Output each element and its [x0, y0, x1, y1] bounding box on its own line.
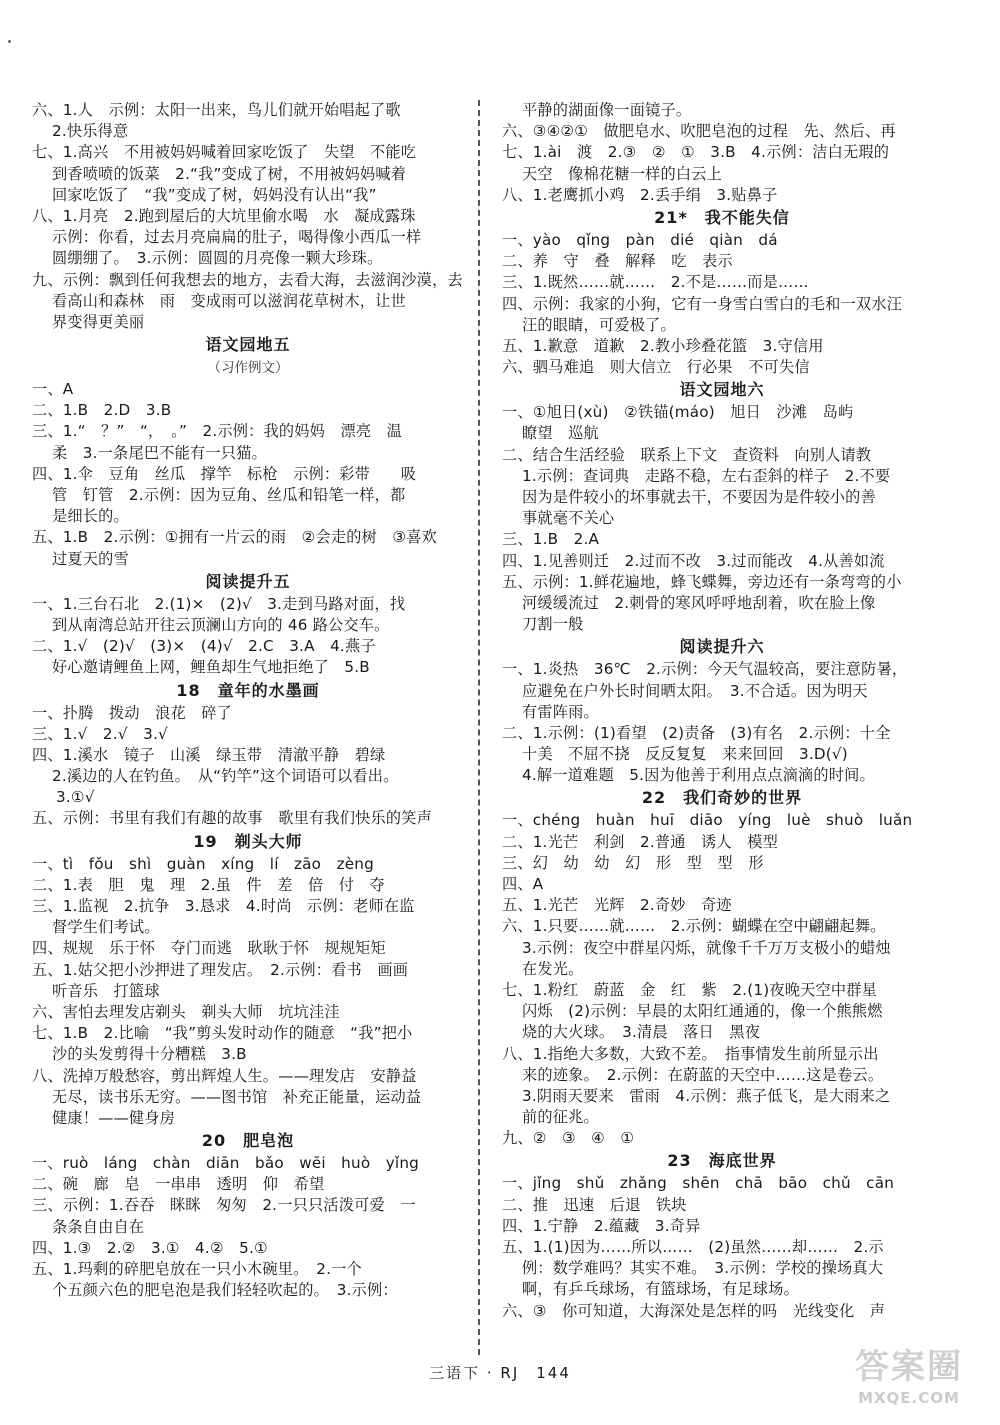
answer-line: 2.溪边的人在钓鱼。 从“钓竿”这个词语可以看出。 — [52, 767, 399, 786]
answer-line: 沙的头发剪得十分糟糕 3.B — [52, 1045, 247, 1064]
answer-line: 五、1.姑父把小沙押进了理发店。 2.示例：看书 画画 — [32, 960, 409, 979]
answer-line: 条条自由自在 — [52, 1217, 145, 1236]
answer-line: 一、扑腾 拨动 浪花 碎了 — [32, 703, 233, 722]
answer-line: 二、碗 廊 皂 一串串 透明 仰 希望 — [32, 1175, 325, 1194]
answer-line: 无尽，读书乐无穷。——图书馆 补充正能量，运动益 — [52, 1087, 422, 1106]
answer-line: 二、结合生活经验 联系上下文 查资料 向别人请教 — [502, 445, 872, 464]
answer-line: 五、示例：书里有我们有趣的故事 歌里有我们快乐的笑声 — [32, 809, 433, 828]
answer-line: 示例：你看，过去月亮扁扁的肚子，喝得像小西瓜一样 — [52, 228, 422, 247]
answer-line: 五、1.歉意 道歉 2.教小珍叠花篮 3.守信用 — [502, 336, 824, 355]
answer-line: 二、1.示例：(1)看望 (2)责备 (3)有名 2.示例：十全 — [502, 723, 891, 742]
answer-line: 事就毫不关心 — [522, 509, 615, 528]
section-title: 阅读提升六 — [679, 637, 765, 657]
answer-line: 四、示例：我家的小狗，它有一身雪白雪白的毛和一双水汪 — [502, 294, 903, 313]
section-title: 21* 我不能失信 — [654, 207, 790, 227]
answer-line: 瞭望 巡航 — [522, 424, 599, 443]
answer-line: 六、害怕去理发店剃头 剃头大师 坑坑洼洼 — [32, 1002, 340, 1021]
answer-line: 五、1.光芒 光辉 2.奇妙 奇迹 — [502, 896, 732, 915]
answer-line: 到从南湾总站开往云顶澜山方向的 46 路公交车。 — [52, 615, 390, 634]
answer-line: 督学生们考试。 — [52, 918, 160, 937]
answer-line: 七、1.B 2.比喻 “我”剪头发时动作的随意 “我”把小 — [32, 1024, 413, 1043]
answer-line: 二、1.光芒 利剑 2.普通 诱人 模型 — [502, 832, 778, 851]
answer-line: 是细长的。 — [52, 507, 129, 526]
answer-line: 一、chéng huàn huī diāo yíng luè shuò luǎn — [502, 811, 913, 830]
answer-line: 十美 不屈不挠 反反复复 来来回回 3.D(√) — [522, 745, 848, 764]
answer-line: 八、洗掉万般愁容，剪出辉煌人生。——理发店 安静益 — [32, 1066, 417, 1085]
answer-line: 看高山和森林 雨 变成雨可以滋润花草树木，让世 — [52, 291, 406, 310]
answer-line: 九、② ③ ④ ① — [502, 1129, 635, 1148]
section-title: 语文园地五 — [205, 335, 291, 355]
page-footer: 三语下 · RJ 144 — [429, 1364, 571, 1382]
section-title: 23 海底世界 — [667, 1151, 777, 1171]
answer-line: 六、③④②① 做肥皂水、吹肥皂泡的过程 先、然后、再 — [502, 122, 896, 141]
answer-line: 三、1.既然……就…… 2.不是……而是…… — [502, 273, 809, 292]
answer-line: 三、1.监视 2.抗争 3.恳求 4.时尚 示例：老师在监 — [32, 897, 415, 915]
answer-line: 一、1.炎热 36℃ 2.示例：今天气温较高，要注意防暑， — [502, 660, 908, 679]
watermark-url: MXQE.COM — [858, 1389, 960, 1407]
answer-line: 三、1.B 2.A — [502, 530, 600, 549]
column-divider — [478, 100, 480, 1355]
answer-line: 五、1.玛剩的碎肥皂放在一只小木碗里。 2.一个 — [32, 1260, 362, 1278]
answer-line: 一、jǐng shǔ zhǎng shēn chā bāo chǔ cān — [502, 1174, 895, 1193]
answer-line: 二、1.B 2.D 3.B — [32, 401, 172, 420]
section-subtitle: （习作例文） — [207, 360, 289, 377]
section-title: 语文园地六 — [679, 380, 765, 400]
scan-speck — [8, 40, 11, 43]
answer-line: 四、1.宁静 2.蕴藏 3.奇异 — [502, 1216, 701, 1235]
answer-line: 一、A — [32, 380, 74, 399]
answer-line: 六、1.人 示例：太阳一出来，鸟儿们就开始唱起了歌 — [32, 101, 401, 119]
answer-line: 三、幻 幼 幼 幻 形 型 型 形 — [502, 853, 764, 872]
answer-line: 个五颜六色的肥皂泡是我们轻轻吹起的。 3.示例： — [52, 1281, 398, 1300]
answer-line: 健康！——健身房 — [52, 1108, 176, 1127]
answer-line: 七、1.高兴 不用被妈妈喊着回家吃饭了 失望 不能吃 — [32, 143, 417, 162]
answer-line: 过夏天的雪 — [52, 549, 129, 568]
answer-line: 七、1.粉红 蔚蓝 金 红 紫 2.(1)夜晚天空中群星 — [502, 980, 878, 999]
answer-line: 八、1.老鹰抓小鸡 2.丢手绢 3.贴鼻子 — [502, 185, 778, 204]
answer-line: 圆绷绷了。 3.示例：圆圆的月亮像一颗大珍珠。 — [52, 249, 383, 268]
answer-line: 一、①旭日(xù) ②铁锚(máo) 旭日 沙滩 岛屿 — [502, 403, 854, 422]
answer-line: 烧的大火球。 3.清晨 落日 黑夜 — [522, 1023, 761, 1042]
answer-line: 四、1.伞 豆角 丝瓜 撑竿 标枪 示例：彩带 吸 — [32, 464, 417, 483]
section-title: 22 我们奇妙的世界 — [641, 788, 803, 808]
section-title: 阅读提升五 — [205, 571, 291, 591]
answer-line: 六、驷马难追 则大信立 行必果 不可失信 — [502, 358, 810, 377]
answer-line: 天空 像棉花糖一样的白云上 — [522, 164, 723, 183]
answer-line: 听音乐 打篮球 — [52, 981, 160, 1000]
answer-line: 五、示例：1.鲜花遍地，蜂飞蝶舞，旁边还有一条弯弯的小 — [502, 572, 902, 591]
watermark-text: 答案圈 — [855, 1347, 963, 1387]
answer-line: 二、养 守 叠 解释 吃 表示 — [502, 252, 733, 271]
answer-line: 二、1.√ (2)√ (3)× (4)√ 2.C 3.A 4.燕子 — [32, 637, 376, 656]
answer-line: 3.①√ — [56, 788, 95, 807]
answer-line: 六、③ 你可知道，大海深处是怎样的吗 光线变化 声 — [502, 1301, 886, 1320]
answer-line: 有雷阵雨。 — [522, 702, 599, 721]
answer-line: 刀割一般 — [522, 615, 584, 634]
answer-line: 因为是件较小的坏事就去干，不要因为是件较小的善 — [522, 488, 876, 506]
answer-line: 一、yào qǐng pàn dié qiàn dá — [502, 230, 778, 249]
answer-line: 五、1.(1)因为……所以…… (2)虽然……却…… 2.示 — [502, 1238, 884, 1256]
answer-line: 柔 3.一条尾巴不能有一只猫。 — [52, 443, 267, 462]
left-column — [32, 100, 464, 1301]
answer-line: 管 钉管 2.示例：因为豆角、丝瓜和铅笔一样，都 — [52, 486, 406, 504]
answer-line: 一、ruò láng chàn diān bǎo wēi huò yǐng — [32, 1154, 419, 1173]
answer-line: 前的征兆。 — [522, 1108, 599, 1127]
answer-line: 一、tì fǒu shì guàn xíng lí zāo zèng — [32, 854, 374, 873]
answer-line: 回家吃饭了 “我”变成了树，妈妈没有认出“我” — [52, 185, 377, 204]
answer-line: 三、1.“ ？” “， 。” 2.示例：我的妈妈 漂亮 温 — [32, 422, 402, 441]
answer-line: 三、1.√ 2.√ 3.√ — [32, 724, 168, 743]
answer-line: 九、示例：飘到任何我想去的地方，去看大海，去滋润沙漠，去 — [32, 270, 463, 289]
answer-line: 七、1.ài 渡 2.③ ② ① 3.B 4.示例：洁白无瑕的 — [502, 143, 890, 162]
answer-line: 一、1.三台石北 2.(1)× (2)√ 3.走到马路对面，找 — [32, 594, 406, 613]
answer-line: 四、1.③ 2.② 3.① 4.② 5.① — [32, 1238, 268, 1257]
answer-line: 2.快乐得意 — [52, 122, 129, 141]
answer-line: 例：数学难吗？其实不难。 3.示例：学校的操场真大 — [522, 1259, 884, 1278]
section-title: 19 剃头大师 — [193, 831, 303, 851]
answer-line: 1.示例：查词典 走路不稳，左右歪斜的样子 2.不要 — [522, 466, 891, 485]
answer-line: 界变得更美丽 — [52, 312, 145, 331]
answer-line: 四、A — [502, 875, 544, 893]
answer-line: 好心邀请鲤鱼上网，鲤鱼却生气地拒绝了 5.B — [52, 658, 370, 677]
section-title: 18 童年的水墨画 — [176, 680, 320, 700]
answer-line: 八、1.月亮 2.跑到屋后的大坑里偷水喝 水 凝成露珠 — [32, 206, 416, 225]
answer-line: 二、推 迅速 后退 铁块 — [502, 1195, 687, 1214]
answer-line: 汪的眼睛，可爱极了。 — [522, 315, 676, 334]
answer-line: 河缓缓流过 2.刺骨的寒风呼呼地刮着，吹在脸上像 — [522, 593, 876, 612]
answer-line: 3.阴雨天要来 雷雨 4.示例：燕子低飞，是大雨来之 — [522, 1086, 891, 1105]
answer-line: 八、1.指绝大多数，大致不差。 指事情发生前所显示出 — [502, 1044, 879, 1063]
answer-line: 四、1.溪水 镜子 山溪 绿玉带 清澈平静 碧绿 — [32, 745, 386, 764]
answer-line: 来的迹象。 2.示例：在蔚蓝的天空中……这是卷云。 — [522, 1065, 884, 1084]
answer-line: 到香喷喷的饭菜 2.“我”变成了树，不用被妈妈喊着 — [52, 164, 407, 183]
answer-line: 3.示例：夜空中群星闪烁，就像千千万万支极小的蜡烛 — [522, 938, 891, 957]
answer-line: 在发光。 — [522, 959, 584, 978]
section-title: 20 肥皂泡 — [201, 1131, 295, 1151]
answer-line: 六、1.只要……就…… 2.示例：蝴蝶在空中翩翩起舞。 — [502, 917, 886, 936]
answer-line: 四、1.见善则迁 2.过而不改 3.过而能改 4.从善如流 — [502, 551, 885, 570]
answer-line: 二、1.表 胆 鬼 理 2.虽 件 差 倍 付 夺 — [32, 875, 385, 894]
answer-line: 闪烁 (2)示例：早晨的太阳红通通的，像一个熊熊燃 — [522, 1002, 883, 1021]
answer-line: 四、规规 乐于怀 夺门而逃 耿耿于怀 规规矩矩 — [32, 939, 386, 958]
answer-line: 五、1.B 2.示例：①拥有一片云的雨 ②会走的树 ③喜欢 — [32, 528, 437, 547]
answer-line: 啊，有乒乓球场，有篮球场，有足球场。 — [522, 1280, 799, 1299]
answer-line: 三、示例：1.吞吞 眯眯 匆匆 2.一只只活泼可爱 一 — [32, 1196, 416, 1215]
answer-line: 4.解一道难题 5.因为他善于利用点点滴滴的时间。 — [522, 766, 875, 785]
answer-line: 平静的湖面像一面镜子。 — [522, 101, 692, 119]
right-column — [502, 100, 942, 1322]
watermark-logo — [834, 1345, 984, 1415]
answer-line: 应避免在户外长时间晒太阳。 3.不合适。因为明天 — [522, 681, 868, 700]
